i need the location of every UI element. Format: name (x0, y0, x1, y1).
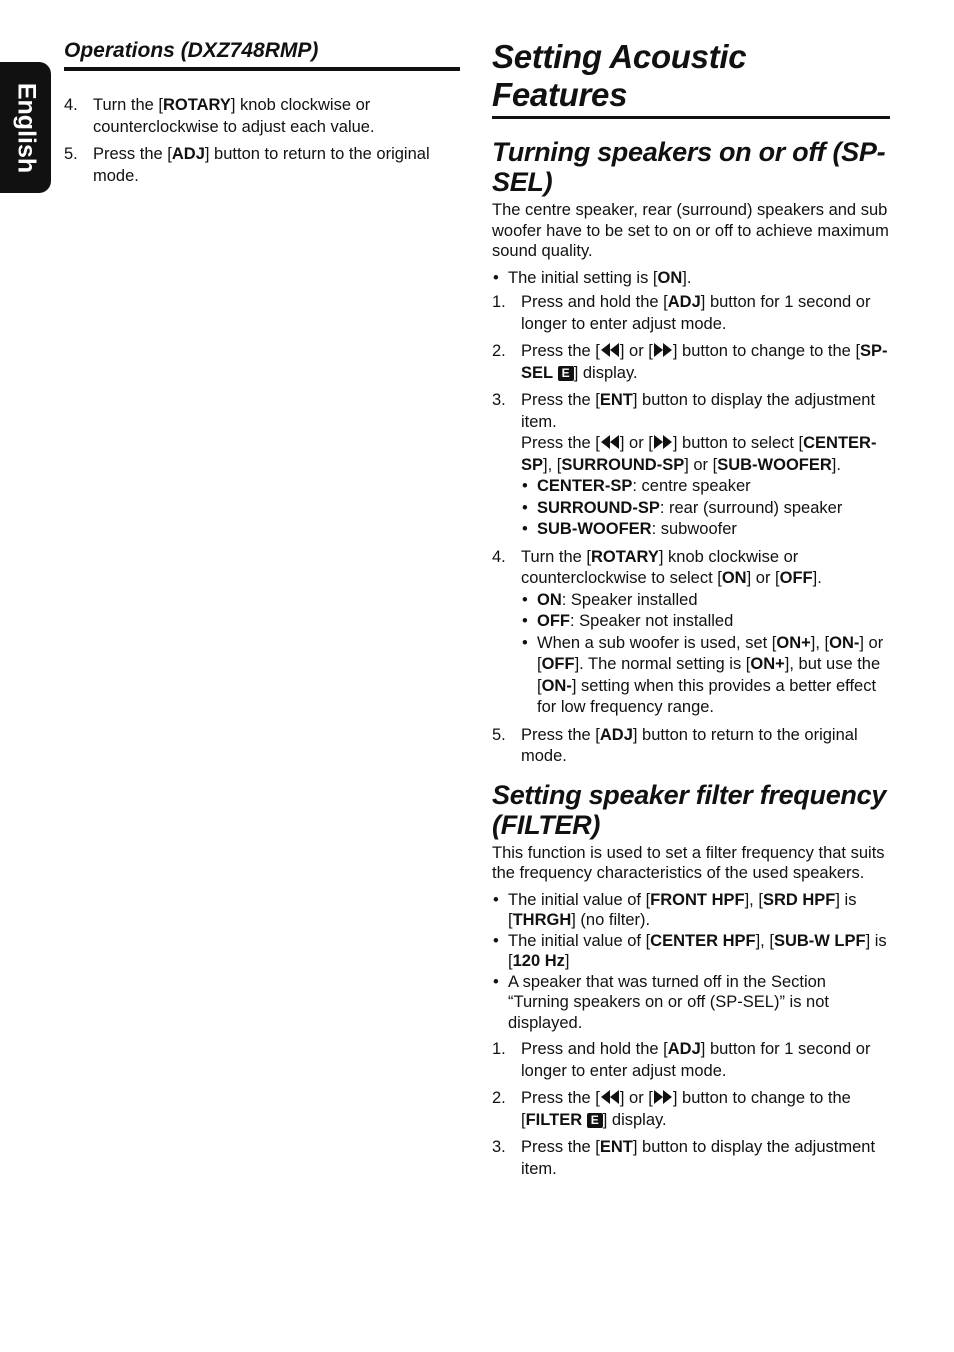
list-item (64, 144, 460, 187)
text: Turn the [ (93, 96, 164, 114)
text: ] setting when this provides a better effect for low frequency range. (537, 676, 877, 716)
section-heading-sp-sel: Turning speakers on or off (SP-SEL) (492, 137, 886, 197)
text: ] or [ (537, 633, 884, 673)
text: Press the [ (521, 391, 600, 409)
text: ]. The normal setting is [ (574, 655, 751, 673)
bold-text: SP-SEL (521, 342, 888, 382)
bold-text: ON (721, 569, 747, 587)
text: ] button to return to the original mode. (93, 145, 430, 185)
text: ]. (682, 268, 692, 287)
page-title: Setting Acoustic Features (492, 38, 890, 119)
text: ] button for 1 second or longer to enter adjust mode. (521, 293, 871, 333)
bold-text: THRGH (512, 911, 572, 929)
text: : centre speaker (632, 477, 751, 495)
language-tab-label: English (12, 82, 40, 173)
bold-text: FILTER (525, 1110, 583, 1129)
bold-text: ON (657, 268, 683, 287)
e-mark-icon: E (558, 366, 574, 381)
text: Press the [ (521, 434, 600, 452)
list-item (521, 590, 890, 612)
text: ] or [ (619, 434, 653, 452)
text: ] is [ (508, 931, 887, 970)
text: ] display. (602, 1110, 667, 1129)
list-item (64, 95, 460, 138)
step-number: 5. (64, 145, 78, 163)
rewind-icon (600, 1089, 620, 1105)
bold-text: SUB-WOOFER (537, 520, 652, 538)
text: ], [ (543, 455, 562, 474)
text: ] button to select [ (672, 434, 804, 452)
fast-forward-icon (653, 1089, 673, 1105)
text: Press the [ (521, 342, 600, 360)
text: ], but use the [ (537, 655, 881, 695)
bold-text: CENTER-SP (521, 434, 877, 474)
bold-text: SURROUND-SP (537, 498, 660, 517)
bold-text: ON+ (750, 655, 785, 673)
list-item (521, 476, 890, 498)
list-item (492, 1088, 890, 1131)
text: ] button to return to the original mode. (521, 725, 858, 765)
step-number: 5. (492, 725, 506, 744)
text: The initial value of [ (508, 890, 651, 909)
language-tab (0, 62, 51, 193)
note-list (492, 890, 890, 1034)
text: Press and hold the [ (521, 293, 668, 311)
step-number: 3. (492, 391, 506, 409)
text: ] is [ (508, 890, 857, 929)
fast-forward-icon (653, 434, 673, 450)
bold-text: ENT (599, 1138, 633, 1156)
bold-text: ON+ (776, 633, 811, 652)
bold-text: ON- (541, 676, 572, 695)
fast-forward-icon (653, 342, 673, 358)
step-number: 2. (492, 342, 506, 360)
text: ] knob clockwise or counterclockwise to adjust each value. (93, 96, 375, 136)
text: ] knob clockwise or counterclockwise to select [ (521, 547, 799, 587)
bold-text: ADJ (667, 293, 701, 311)
bold-text: ADJ (667, 1040, 701, 1058)
sp-sel-steps (492, 292, 890, 768)
text: The initial setting is [ (508, 268, 658, 287)
list-item (492, 268, 890, 289)
text: Press the [ (521, 1089, 600, 1107)
text: Turn the [ (521, 547, 592, 566)
text: ], [ (755, 931, 774, 950)
e-mark-icon: E (587, 1113, 603, 1128)
text: ] (564, 952, 570, 970)
text: ] button to display the adjustment item. (521, 1138, 876, 1178)
left-steps (64, 95, 460, 187)
bold-text: SRD HPF (762, 890, 836, 909)
bold-text: ADJ (599, 725, 633, 744)
step-number: 1. (492, 1040, 506, 1058)
list-item: • A speaker that was turned off in the Section “Turning speakers on or off (SP-SEL)” is not displayed. (492, 972, 890, 1034)
text: ] button to display the adjustment item. (521, 391, 876, 431)
text: ]. (831, 455, 841, 474)
text: ], [ (744, 890, 763, 909)
bold-text: OFF (537, 612, 570, 630)
list-item (492, 725, 890, 768)
sub-list (521, 590, 890, 719)
filter-steps (492, 1039, 890, 1180)
text: : Speaker installed (561, 590, 698, 609)
text: ], [ (810, 633, 830, 652)
text: ] button for 1 second or longer to enter adjust mode. (521, 1040, 871, 1080)
list-item (492, 1039, 890, 1082)
text: Press the [ (93, 145, 172, 163)
left-column (64, 38, 460, 193)
right-column (492, 38, 890, 1186)
text: ]. (812, 569, 822, 587)
rewind-icon (600, 434, 620, 450)
bold-text: SUB-W LPF (773, 931, 866, 950)
bold-text: CENTER-SP (537, 477, 633, 495)
bold-text: OFF (541, 655, 575, 673)
bold-text: ROTARY (591, 547, 659, 566)
bold-text: CENTER HPF (650, 931, 756, 950)
list-item (521, 633, 890, 719)
list-item (492, 547, 890, 719)
bold-text: ON (537, 590, 562, 609)
text: ] or [ (619, 1089, 653, 1107)
list-item (492, 341, 890, 384)
list-item (492, 1137, 890, 1180)
list-item (521, 498, 890, 520)
list-item (492, 890, 890, 931)
text: ] button to change to the [ (521, 1089, 851, 1129)
step-number: 4. (492, 547, 506, 566)
text: ] display. (573, 363, 638, 382)
list-item (492, 390, 890, 541)
sub-list (521, 476, 890, 541)
section-intro: This function is used to set a filter frequency that suits the frequency characteristics of the used speakers. (492, 843, 885, 882)
text: When a sub woofer is used, set [ (537, 633, 777, 652)
bold-text: FRONT HPF (650, 890, 745, 909)
text: : subwoofer (651, 520, 737, 538)
text: : Speaker not installed (570, 612, 734, 630)
operations-title: Operations (DXZ748RMP) (64, 38, 460, 71)
step-number: 4. (64, 96, 78, 114)
text: Press the [ (521, 1138, 600, 1156)
bold-text: SUB-WOOFER (717, 455, 832, 474)
step-number: 1. (492, 293, 506, 311)
bold-text: ON- (829, 633, 860, 652)
bold-text: OFF (779, 569, 813, 587)
text: The initial value of [ (508, 931, 651, 950)
text: ] button to change to the [ (672, 342, 861, 360)
bold-text: 120 Hz (512, 952, 565, 970)
list-item (492, 292, 890, 335)
note-list (492, 268, 890, 289)
list-item (492, 931, 890, 972)
text: ] or [ (746, 569, 780, 587)
bold-text: ENT (599, 391, 633, 409)
step-number: 3. (492, 1138, 506, 1156)
step-number: 2. (492, 1089, 506, 1107)
bold-text: ROTARY (163, 96, 231, 114)
text: : rear (surround) speaker (659, 498, 843, 517)
list-item (521, 519, 890, 541)
text: ] or [ (684, 455, 718, 474)
text: Press and hold the [ (521, 1040, 668, 1058)
section-heading-filter: Setting speaker filter frequency (FILTER) (492, 779, 887, 840)
rewind-icon (600, 342, 620, 358)
bold-text: SURROUND-SP (561, 455, 685, 474)
text: ] (no filter). (571, 911, 651, 929)
bold-text: ADJ (171, 145, 205, 163)
section-intro: The centre speaker, rear (surround) speakers and sub woofer have to be set to on or off to achieve maximum sound quality. (492, 201, 889, 260)
list-item (521, 611, 890, 633)
text: Press the [ (521, 725, 600, 744)
text: ] or [ (619, 342, 653, 360)
